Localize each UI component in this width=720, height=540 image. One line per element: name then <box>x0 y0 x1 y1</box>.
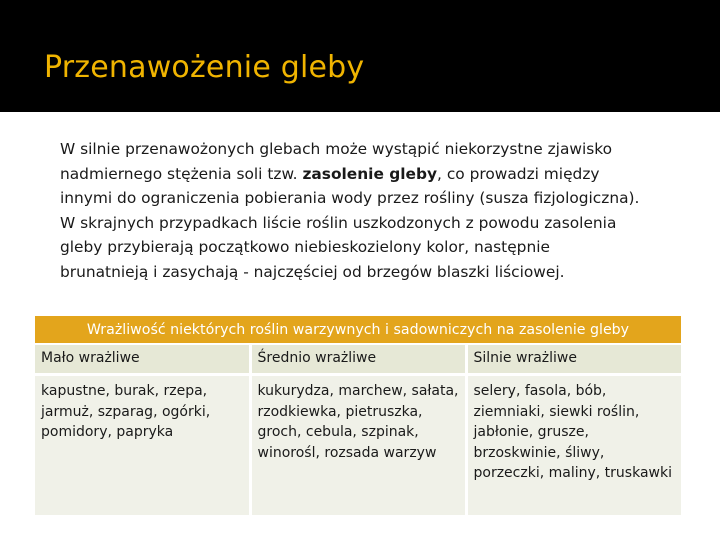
table-caption: Wrażliwość niektórych roślin warzywnych i sadowniczych na zasolenie gleby <box>35 316 681 344</box>
table-row <box>35 375 681 516</box>
paragraph-line-3: innymi do ograniczenia pobierania wody przez rośliny (susza fizjologiczna). <box>60 189 640 208</box>
paragraph-line-1: W silnie przenawożonych glebach może wystąpić niekorzystne zjawisko <box>60 140 613 158</box>
cell-high-sensitivity: selery, fasola, bób, ziemniaki, siewki roślin, jabłonie, grusze, brzoskwinie, śliwy, porzeczki, maliny, truskawki <box>466 375 681 516</box>
body-paragraph <box>60 137 700 285</box>
paragraph-line-2-start: nadmiernego stężenia soli tzw. <box>60 164 303 183</box>
paragraph-line-4: W skrajnych przypadkach liście roślin uszkodzonych z powodu zasolenia <box>60 213 617 232</box>
paragraph-bold-term: zasolenie gleby <box>302 164 438 183</box>
paragraph-line-5: gleby przybierają początkowo niebieskozielony kolor, następnie <box>60 238 550 257</box>
cell-low-sensitivity: kapustne, burak, rzepa, jarmuż, szparag, ogórki, pomidory, papryka <box>35 375 250 516</box>
paragraph-line-6: brunatnieją i zasychają - najczęściej od brzegów blaszki liściowej. <box>60 262 565 281</box>
paragraph-line-2 <box>60 162 700 187</box>
header-medium-sensitivity: Średnio wrażliwe <box>250 344 466 375</box>
title-bar <box>0 0 720 112</box>
paragraph-line-2-end: , co prowadzi między <box>437 164 600 183</box>
table-header-row <box>35 344 681 375</box>
slide-title: Przenawożenie gleby <box>44 50 365 85</box>
cell-medium-sensitivity: kukurydza, marchew, sałata, rzodkiewka, pietruszka, groch, cebula, szpinak, winorośl, rozsada warzyw <box>250 375 466 516</box>
header-high-sensitivity: Silnie wrażliwe <box>466 344 681 375</box>
sensitivity-table <box>35 316 681 515</box>
header-low-sensitivity: Mało wrażliwe <box>35 344 250 375</box>
